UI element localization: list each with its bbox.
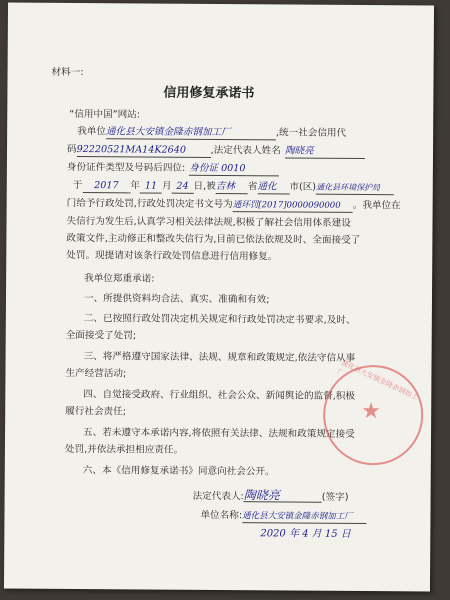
unit-name-field: 通化县大安镇金隆赤钢加工厂	[242, 510, 366, 524]
addressee: “信用中国”网站:	[69, 108, 141, 121]
material-label: 材料一:	[51, 66, 84, 79]
star-icon: ★	[361, 398, 382, 425]
text-segment: 市(区)	[289, 181, 317, 193]
line-company	[77, 126, 346, 141]
commitment-item-2: 二、已按照行政处罚决定机关规定和行政处罚决定书要求,及时、	[83, 313, 356, 326]
commitment-item-1: 一、所提供资料均合法、真实、准确和有效;	[83, 293, 270, 306]
commitment-heading: 我单位郑重承诺:	[84, 273, 155, 285]
text-segment: 码	[66, 143, 77, 156]
company-name-field: 通化县大安镇金隆赤钢加工厂	[106, 126, 276, 140]
official-seal	[323, 358, 424, 466]
line-id	[67, 162, 279, 176]
sign-date: 2020 年 4 月 15 日	[260, 528, 351, 540]
line-decision-no	[67, 198, 401, 213]
line-credit-code	[67, 144, 365, 159]
document-page	[4, 3, 434, 592]
text-segment: 省	[247, 181, 258, 193]
province-field: 吉林	[216, 181, 248, 194]
commitment-item-4: 四、自觉接受政府、行业组织、社会公众、新闻舆论的监督,积极	[83, 389, 356, 402]
text-segment: 身份证件类型及号码后四位:	[66, 161, 186, 174]
text-segment: 年	[130, 180, 140, 192]
year-field: 2017	[82, 180, 130, 193]
text-segment: ,统一社会信用代	[275, 127, 347, 139]
legal-rep-signature: 陶晓亮	[244, 489, 322, 503]
unit-name-line	[200, 510, 366, 524]
text-segment: 单位名称:	[200, 509, 243, 522]
text-segment: 日,被	[193, 180, 216, 192]
commitment-item-5-cont: 处罚,并依法承担相应责任。	[64, 443, 184, 456]
text-segment: 我单位	[77, 126, 106, 138]
text-segment: 门给予行政处罚,行政处罚决定书文号为	[66, 197, 233, 211]
month-field: 11	[140, 180, 162, 193]
legal-rep-name-field: 陶晓亮	[285, 145, 365, 159]
id-last4-field: 身份证 0010	[189, 163, 279, 177]
text-segment: 月	[161, 180, 172, 192]
decision-number-field: 通环罚[2017]0000090000	[233, 199, 353, 213]
commitment-item-2-cont: 全面接受了处罚;	[65, 329, 137, 342]
city-field: 通化	[257, 181, 289, 194]
text-segment: ,法定代表人姓名	[210, 144, 281, 157]
text-segment: 。我单位在	[352, 199, 401, 212]
body-line: 政策文件,主动修正和整改失信行为,目前已依法依规及时、全面接受了	[66, 232, 361, 246]
day-field: 24	[172, 181, 194, 194]
seal-text: 通化县大安镇金隆赤钢加工厂	[335, 358, 420, 402]
commitment-item-4-cont: 履行社会责任;	[65, 405, 127, 418]
credit-code-field: 92220521MA14K2640	[77, 144, 211, 158]
document-title: 信用修复承诺书	[163, 85, 255, 102]
text-segment: 于	[72, 179, 83, 192]
commitment-item-5: 五、若未遵守本承诺内容,将依照有关法律、法规和政策规定接受	[83, 427, 355, 440]
body-line: 失信行为发生后,认真学习相关法律法规,积极了解社会信用体系建设	[66, 215, 351, 229]
text-segment: (签字)	[321, 491, 349, 503]
text-segment: 法定代表人:	[192, 490, 244, 503]
line-date-location	[73, 180, 394, 195]
district-field: 通化县环境保护局	[316, 182, 394, 196]
commitment-item-3-cont: 生产经营活动;	[65, 367, 127, 380]
body-line: 处罚。现提请对该条行政处罚信息进行信用修复。	[66, 249, 278, 263]
commitment-item-6: 六、本《信用修复承诺书》同意向社会公开。	[82, 465, 275, 478]
legal-rep-line	[193, 489, 349, 504]
commitment-item-3: 三、将严格遵守国家法律、法规、规章和政策规定,依法守信从事	[83, 351, 356, 364]
